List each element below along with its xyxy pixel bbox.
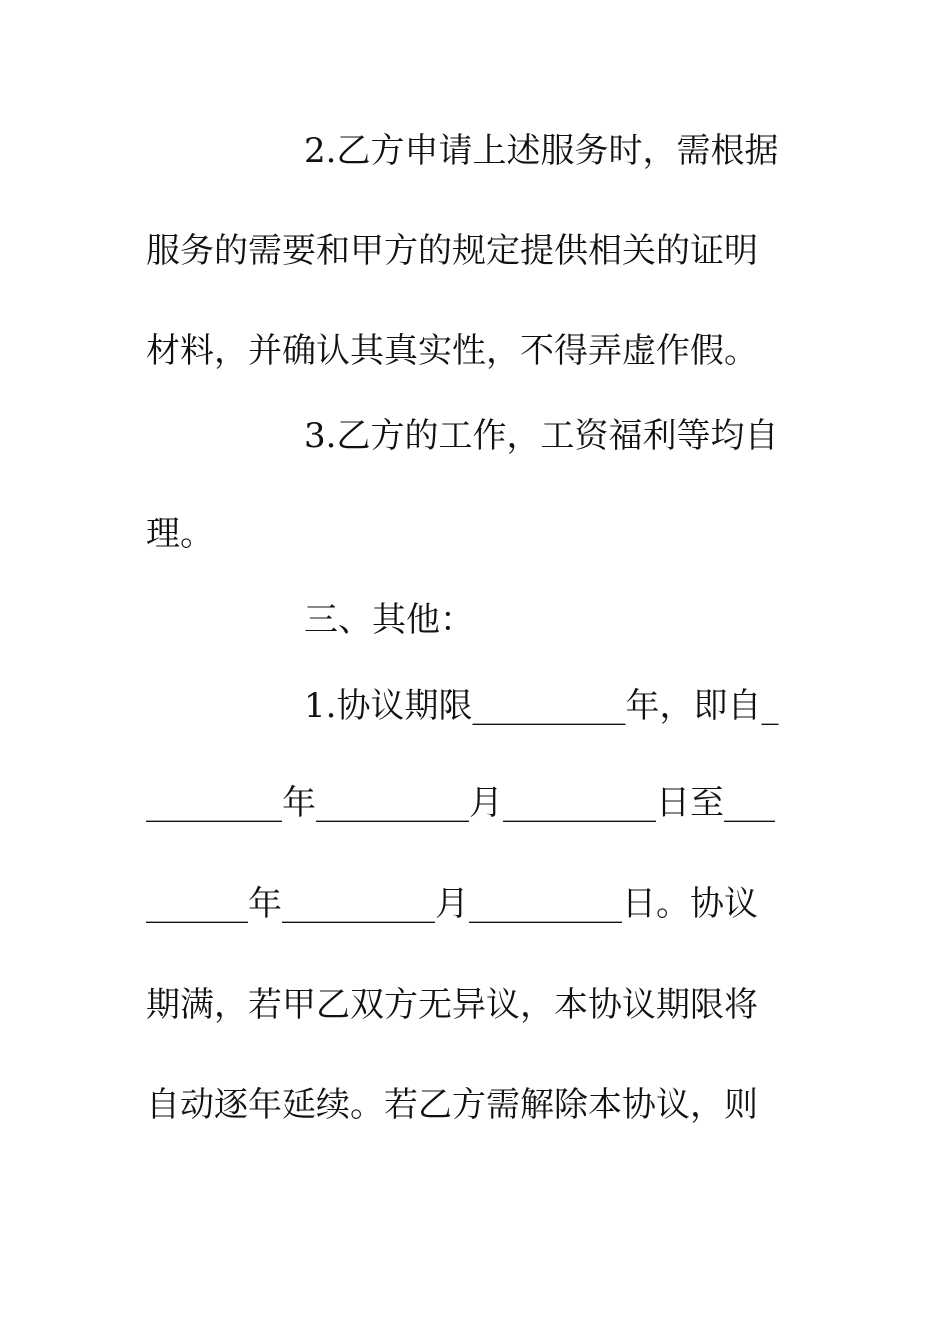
- paragraph-line: 1.协议期限_________年，即自_: [304, 686, 779, 726]
- paragraph-line: 材料，并确认其真实性，不得弄虚作假。: [146, 331, 758, 371]
- paragraph-line: 自动逐年延续。若乙方需解除本协议，则: [146, 1085, 758, 1125]
- paragraph-line: 2.乙方申请上述服务时，需根据: [304, 131, 779, 171]
- paragraph-line: 3.乙方的工作，工资福利等均自: [304, 416, 779, 456]
- paragraph-line: 服务的需要和甲方的规定提供相关的证明: [146, 231, 758, 271]
- paragraph-line: 期满，若甲乙双方无异议，本协议期限将: [146, 985, 758, 1025]
- paragraph-line: 理。: [146, 514, 214, 554]
- paragraph-line: ______年_________月_________日。协议: [146, 884, 758, 924]
- section-heading: 三、其他：: [304, 600, 474, 640]
- paragraph-line: ________年_________月_________日至___: [146, 783, 775, 823]
